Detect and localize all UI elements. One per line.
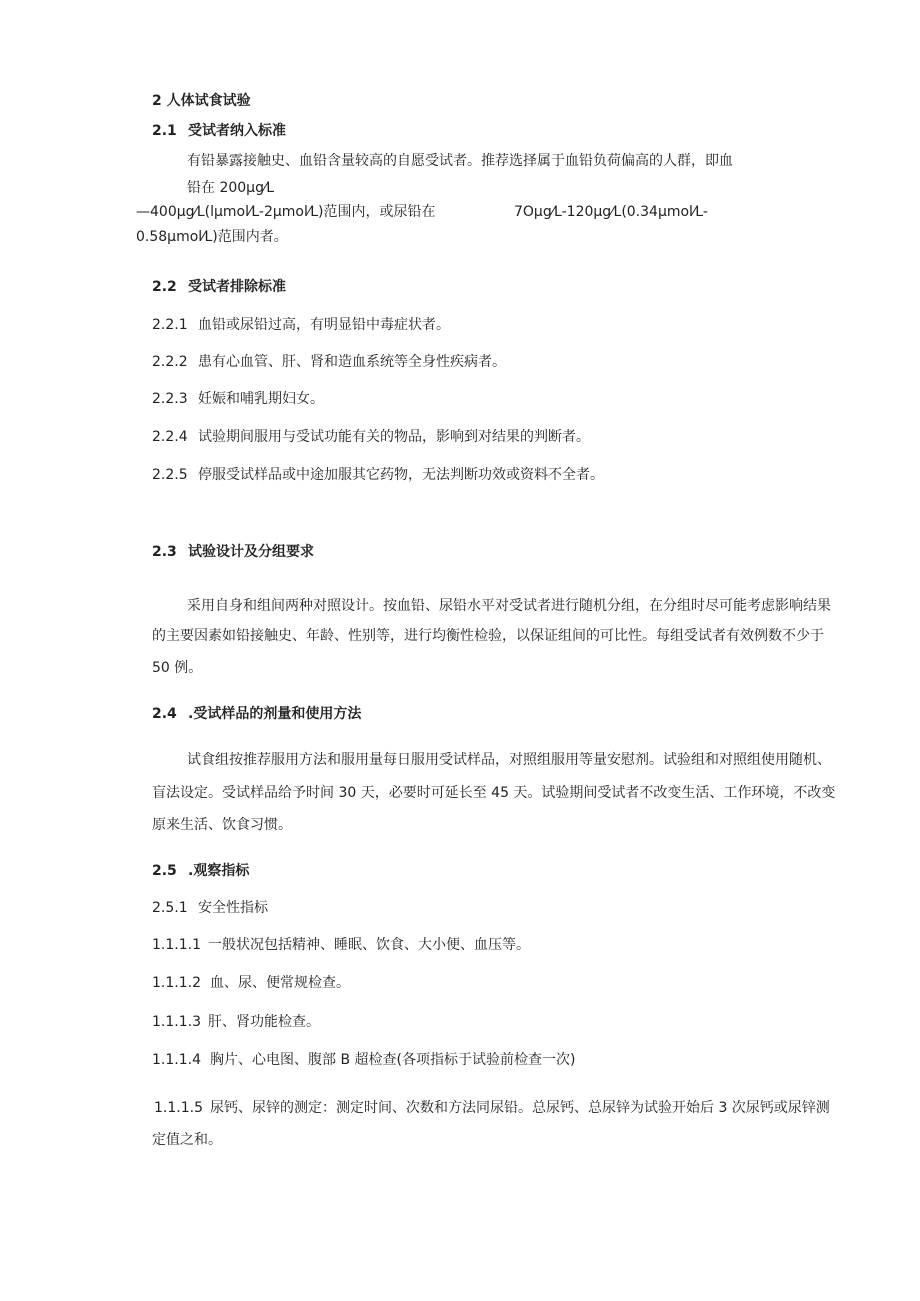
item-text: 胸片、心电图、腹部 B 超检查(各项指标于试验前检查一次) xyxy=(210,1052,576,1068)
heading-text: .受试样品的剂量和使用方法 xyxy=(188,706,362,722)
paragraph-line: —400μg⁄L(lμmol⁄L-2μmol⁄L)范围内，或尿铅在 xyxy=(136,204,436,220)
list-item xyxy=(152,1050,575,1070)
list-item xyxy=(152,352,506,372)
item-text: 妊娠和哺乳期妇女。 xyxy=(198,391,324,407)
item-text: 血、尿、便常规检查。 xyxy=(210,975,350,991)
item-number: 1.1.1.3 xyxy=(152,1014,201,1030)
heading-2-3 xyxy=(152,542,314,562)
item-number: 1.1.1.2 xyxy=(152,975,201,991)
paragraph-line: 采用自身和组间两种对照设计。按血铅、尿铅水平对受试者进行随机分组，在分组时尽可能考虑影响结果 xyxy=(187,598,831,614)
list-item xyxy=(152,1012,320,1032)
heading-number: 2.2 xyxy=(152,279,177,295)
paragraph-line: 的主要因素如铅接触史、年龄、性别等，进行均衡性检验，以保证组间的可比性。每组受试者有效例数不少于 xyxy=(152,628,824,644)
list-item xyxy=(152,427,590,447)
item-text: 安全性指标 xyxy=(198,900,268,916)
list-item xyxy=(154,1098,830,1118)
item-text: 肝、肾功能检查。 xyxy=(208,1014,320,1030)
heading-2-2 xyxy=(152,277,286,297)
heading-2-5 xyxy=(152,861,249,881)
paragraph-line: 定值之和。 xyxy=(152,1132,222,1148)
item-number: 2.2.5 xyxy=(152,467,188,483)
paragraph-line: 7Oμg⁄L-120μg⁄L(0.34μmol⁄L- xyxy=(514,204,708,220)
heading-text: 受试者纳入标准 xyxy=(188,123,286,139)
paragraph-line: 试食组按推荐服用方法和服用量每日服用受试样品，对照组服用等量安慰剂。试验组和对照组使用随机、 xyxy=(187,752,831,768)
heading-text: .观察指标 xyxy=(188,863,250,879)
item-number: 2.2.2 xyxy=(152,354,188,370)
item-text: 停服受试样品或中途加服其它药物，无法判断功效或资料不全者。 xyxy=(198,467,604,483)
paragraph-line: 原来生活、饮食习惯。 xyxy=(152,817,292,833)
item-number: 2.5.1 xyxy=(152,900,188,916)
list-item xyxy=(152,465,604,485)
heading-number: 2.5 xyxy=(152,863,177,879)
heading-2-4 xyxy=(152,704,361,724)
subheading-2-5-1 xyxy=(152,898,268,918)
paragraph-line: 铅在 200μg⁄L xyxy=(187,180,275,196)
heading-text: 受试者排除标准 xyxy=(188,279,286,295)
item-text: 尿钙、尿锌的测定：测定时间、次数和方法同尿铅。总尿钙、总尿锌为试验开始后 3 次尿钙或尿锌测 xyxy=(210,1100,830,1116)
item-text: 血铅或尿铅过高，有明显铅中毒症状者。 xyxy=(198,317,450,333)
list-item xyxy=(152,935,530,955)
heading-2-1 xyxy=(152,121,286,141)
heading-number: 2.1 xyxy=(152,123,177,139)
item-number: 2.2.3 xyxy=(152,391,188,407)
list-item xyxy=(152,389,324,409)
paragraph-line: 0.58μmol⁄L)范围内者。 xyxy=(136,229,288,245)
heading-number: 2.3 xyxy=(152,544,177,560)
heading-number: 2.4 xyxy=(152,706,177,722)
item-text: 患有心血管、肝、肾和造血系统等全身性疾病者。 xyxy=(198,354,506,370)
paragraph-line: 有铅暴露接触史、血铅含量较高的自愿受试者。推荐选择属于血铅负荷偏高的人群，即血 xyxy=(187,153,733,169)
item-number: 1.1.1.5 xyxy=(154,1100,203,1116)
item-number: 2.2.4 xyxy=(152,429,188,445)
item-number: 2.2.1 xyxy=(152,317,188,333)
item-text: 一般状况包括精神、睡眠、饮食、大小便、血压等。 xyxy=(208,937,530,953)
list-item xyxy=(152,315,450,335)
heading-text: 试验设计及分组要求 xyxy=(188,544,314,560)
item-number: 1.1.1.4 xyxy=(152,1052,201,1068)
paragraph-line: 盲法设定。受试样品给予时间 30 天，必要时可延长至 45 天。试验期间受试者不改变生活、工作环境，不改变 xyxy=(152,785,836,801)
item-text: 试验期间服用与受试功能有关的物品，影响到对结果的判断者。 xyxy=(198,429,590,445)
list-item xyxy=(152,973,350,993)
item-number: 1.1.1.1 xyxy=(152,937,201,953)
paragraph-line: 50 例。 xyxy=(152,660,203,676)
section-title: 2 人体试食试验 xyxy=(152,93,251,109)
